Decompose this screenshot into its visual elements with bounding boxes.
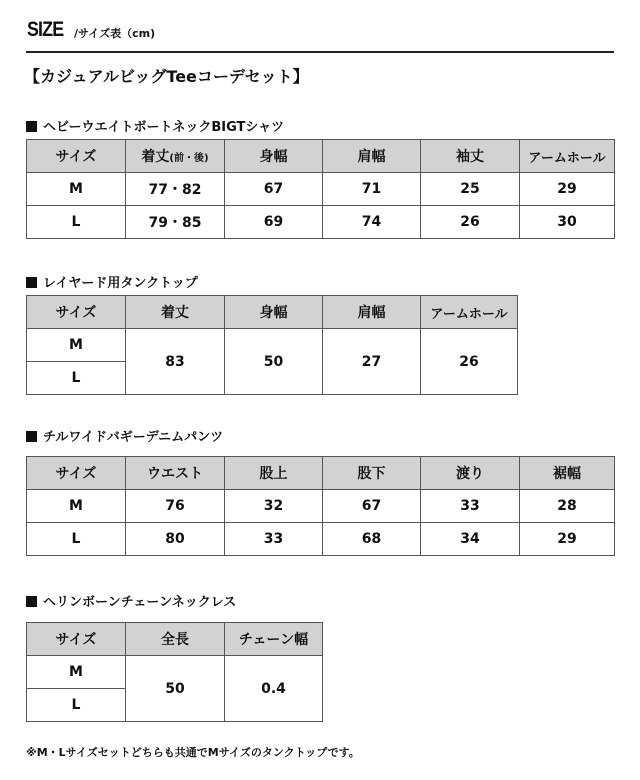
column-header: アームホール: [421, 296, 518, 329]
square-bullet-icon: [26, 431, 37, 442]
column-header: 身幅: [225, 296, 323, 329]
section-heading-pants: [26, 426, 223, 445]
column-header: サイズ: [27, 457, 126, 490]
section-heading-tanktop: [26, 272, 198, 291]
table-cell: 33: [421, 490, 520, 523]
table-cell: 71: [323, 173, 421, 206]
table-cell: 0.4: [225, 656, 323, 722]
column-header: サイズ: [27, 140, 126, 173]
table-row: [27, 656, 323, 689]
table-cell: 68: [323, 523, 421, 556]
section-heading-text: ヘビーウエイトボートネックBIGTシャツ: [43, 120, 285, 135]
table-cell: 76: [126, 490, 225, 523]
table-cell: M: [27, 656, 126, 689]
table-cell: 69: [225, 206, 323, 239]
column-header: サイズ: [27, 296, 126, 329]
table-cell: 28: [520, 490, 615, 523]
section-heading-text: ヘリンボーンチェーンネックレス: [43, 595, 237, 610]
square-bullet-icon: [26, 596, 37, 607]
table-row: [27, 173, 615, 206]
table-row: [27, 329, 518, 362]
set-title: 【カジュアルビッグTeeコーデセット】: [24, 67, 309, 86]
divider: [26, 51, 614, 53]
table-cell: 50: [126, 656, 225, 722]
column-header: 肩幅: [323, 140, 421, 173]
table-cell: 29: [520, 173, 615, 206]
square-bullet-icon: [26, 277, 37, 288]
table-row: [27, 206, 615, 239]
table-cell: 32: [225, 490, 323, 523]
column-header: 身幅: [225, 140, 323, 173]
table-cell: 34: [421, 523, 520, 556]
table-cell: 29: [520, 523, 615, 556]
section-heading-text: レイヤード用タンクトップ: [43, 276, 198, 291]
necklace-size-table: [26, 622, 323, 722]
table-cell: 25: [421, 173, 520, 206]
table-cell: M: [27, 173, 126, 206]
column-header: [126, 140, 225, 173]
column-header-note: (前・後): [169, 153, 209, 164]
column-header: 股下: [323, 457, 421, 490]
table-cell: M: [27, 329, 126, 362]
table-cell: 30: [520, 206, 615, 239]
tanktop-size-table: [26, 295, 518, 395]
page-title: SIZE: [27, 18, 64, 41]
table-cell: 83: [126, 329, 225, 395]
column-header: 渡り: [421, 457, 520, 490]
column-header: チェーン幅: [225, 623, 323, 656]
column-header: 全長: [126, 623, 225, 656]
table-header-row: [27, 140, 615, 173]
section-heading-necklace: [26, 591, 236, 610]
table-cell: 26: [421, 206, 520, 239]
table-cell: 50: [225, 329, 323, 395]
tshirt-size-table: [26, 139, 615, 239]
column-header: 裾幅: [520, 457, 615, 490]
section-heading-tshirt: [26, 116, 284, 135]
footnote: ※M・Lサイズセットどちらも共通でMサイズのタンクトップです。: [26, 746, 360, 759]
column-header: サイズ: [27, 623, 126, 656]
table-row: [27, 490, 615, 523]
column-header: 股上: [225, 457, 323, 490]
square-bullet-icon: [26, 121, 37, 132]
table-cell: 79・85: [126, 206, 225, 239]
column-header: アームホール: [520, 140, 615, 173]
table-cell: L: [27, 689, 126, 722]
table-header-row: [27, 623, 323, 656]
table-cell: 67: [225, 173, 323, 206]
table-cell: 33: [225, 523, 323, 556]
section-heading-text: チルワイドバギーデニムパンツ: [43, 430, 224, 445]
pants-size-table: [26, 456, 615, 556]
table-header-row: [27, 296, 518, 329]
page-subtitle: /サイズ表（cm): [74, 27, 156, 40]
table-cell: L: [27, 206, 126, 239]
table-cell: M: [27, 490, 126, 523]
table-cell: L: [27, 523, 126, 556]
table-cell: 26: [421, 329, 518, 395]
column-header: 肩幅: [323, 296, 421, 329]
column-header-text: 着丈: [141, 149, 170, 165]
table-header-row: [27, 457, 615, 490]
table-cell: L: [27, 362, 126, 395]
column-header: 着丈: [126, 296, 225, 329]
table-cell: 80: [126, 523, 225, 556]
table-cell: 77・82: [126, 173, 225, 206]
table-cell: 27: [323, 329, 421, 395]
column-header: 袖丈: [421, 140, 520, 173]
table-cell: 67: [323, 490, 421, 523]
column-header: ウエスト: [126, 457, 225, 490]
table-cell: 74: [323, 206, 421, 239]
table-row: [27, 523, 615, 556]
